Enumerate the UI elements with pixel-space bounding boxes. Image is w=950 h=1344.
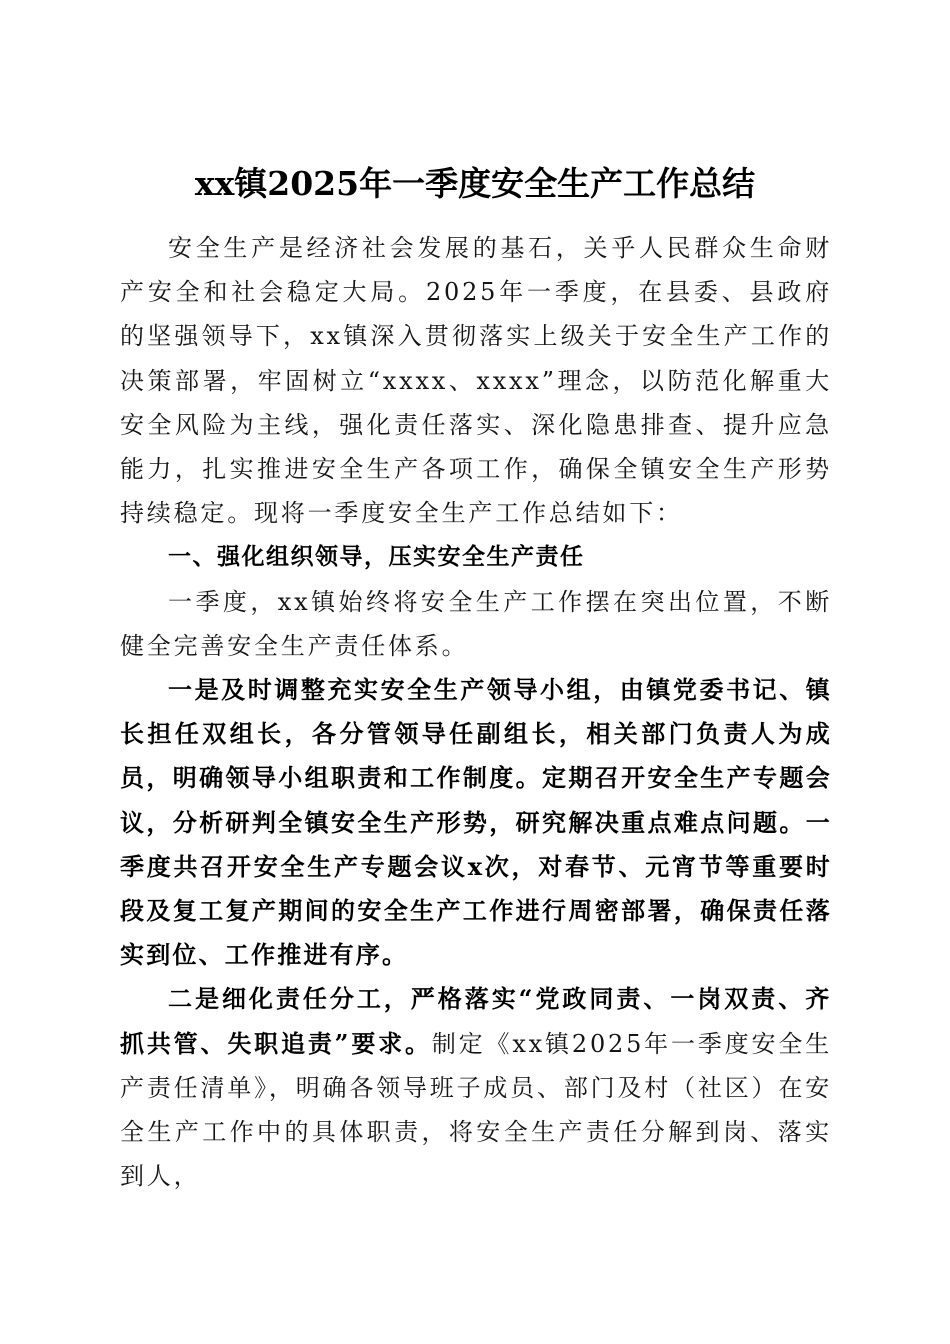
point-one-paragraph: 一是及时调整充实安全生产领导小组，由镇党委书记、镇长担任双组长，各分管领导任副组长，相关部门负责人为成员，明确领导小组职责和工作制度。定期召开安全生产专题会议，分析研判全镇安全生产形势，研究解决重点难点问题。一季度共召开安全生产专题会议x次，对春节、元宵节等重要时段及复工复产期间的安全生产工作进行周密部署，确保责任落实到位、工作推进有序。 <box>120 675 832 970</box>
point-two-lead-sentence: 二是细化责任分工，严格落实“党政同责、一岗双责、齐抓共管、失职追责”要求。 <box>120 984 832 1058</box>
section-heading: 一、强化组织领导，压实安全生产责任 <box>168 544 585 571</box>
point-two-body-text: 制定《xx镇2025年一季度安全生产责任清单》，明确各领导班子成员、部门及村（社区）在安全生产工作中的具体职责，将安全生产责任分解到岗、落实到人， <box>120 1029 832 1191</box>
document-body <box>120 226 832 1198</box>
section-summary-paragraph: 一季度，xx镇始终将安全生产工作摆在突出位置，不断健全完善安全生产责任体系。 <box>120 587 832 660</box>
document-title: xx镇2025年一季度安全生产工作总结 <box>194 164 756 204</box>
point-two-paragraph <box>120 977 832 1198</box>
intro-paragraph: 安全生产是经济社会发展的基石，关乎人民群众生命财产安全和社会稳定大局。2025年一季度，在县委、县政府的坚强领导下，xx镇深入贯彻落实上级关于安全生产工作的决策部署，牢固树立“xxxx、xxxx”理念，以防范化解重大安全风险为主线，强化责任落实、深化隐患排查、提升应急能力，扎实推进安全生产各项工作，确保全镇安全生产形势持续稳定。现将一季度安全生产工作总结如下： <box>120 234 832 528</box>
